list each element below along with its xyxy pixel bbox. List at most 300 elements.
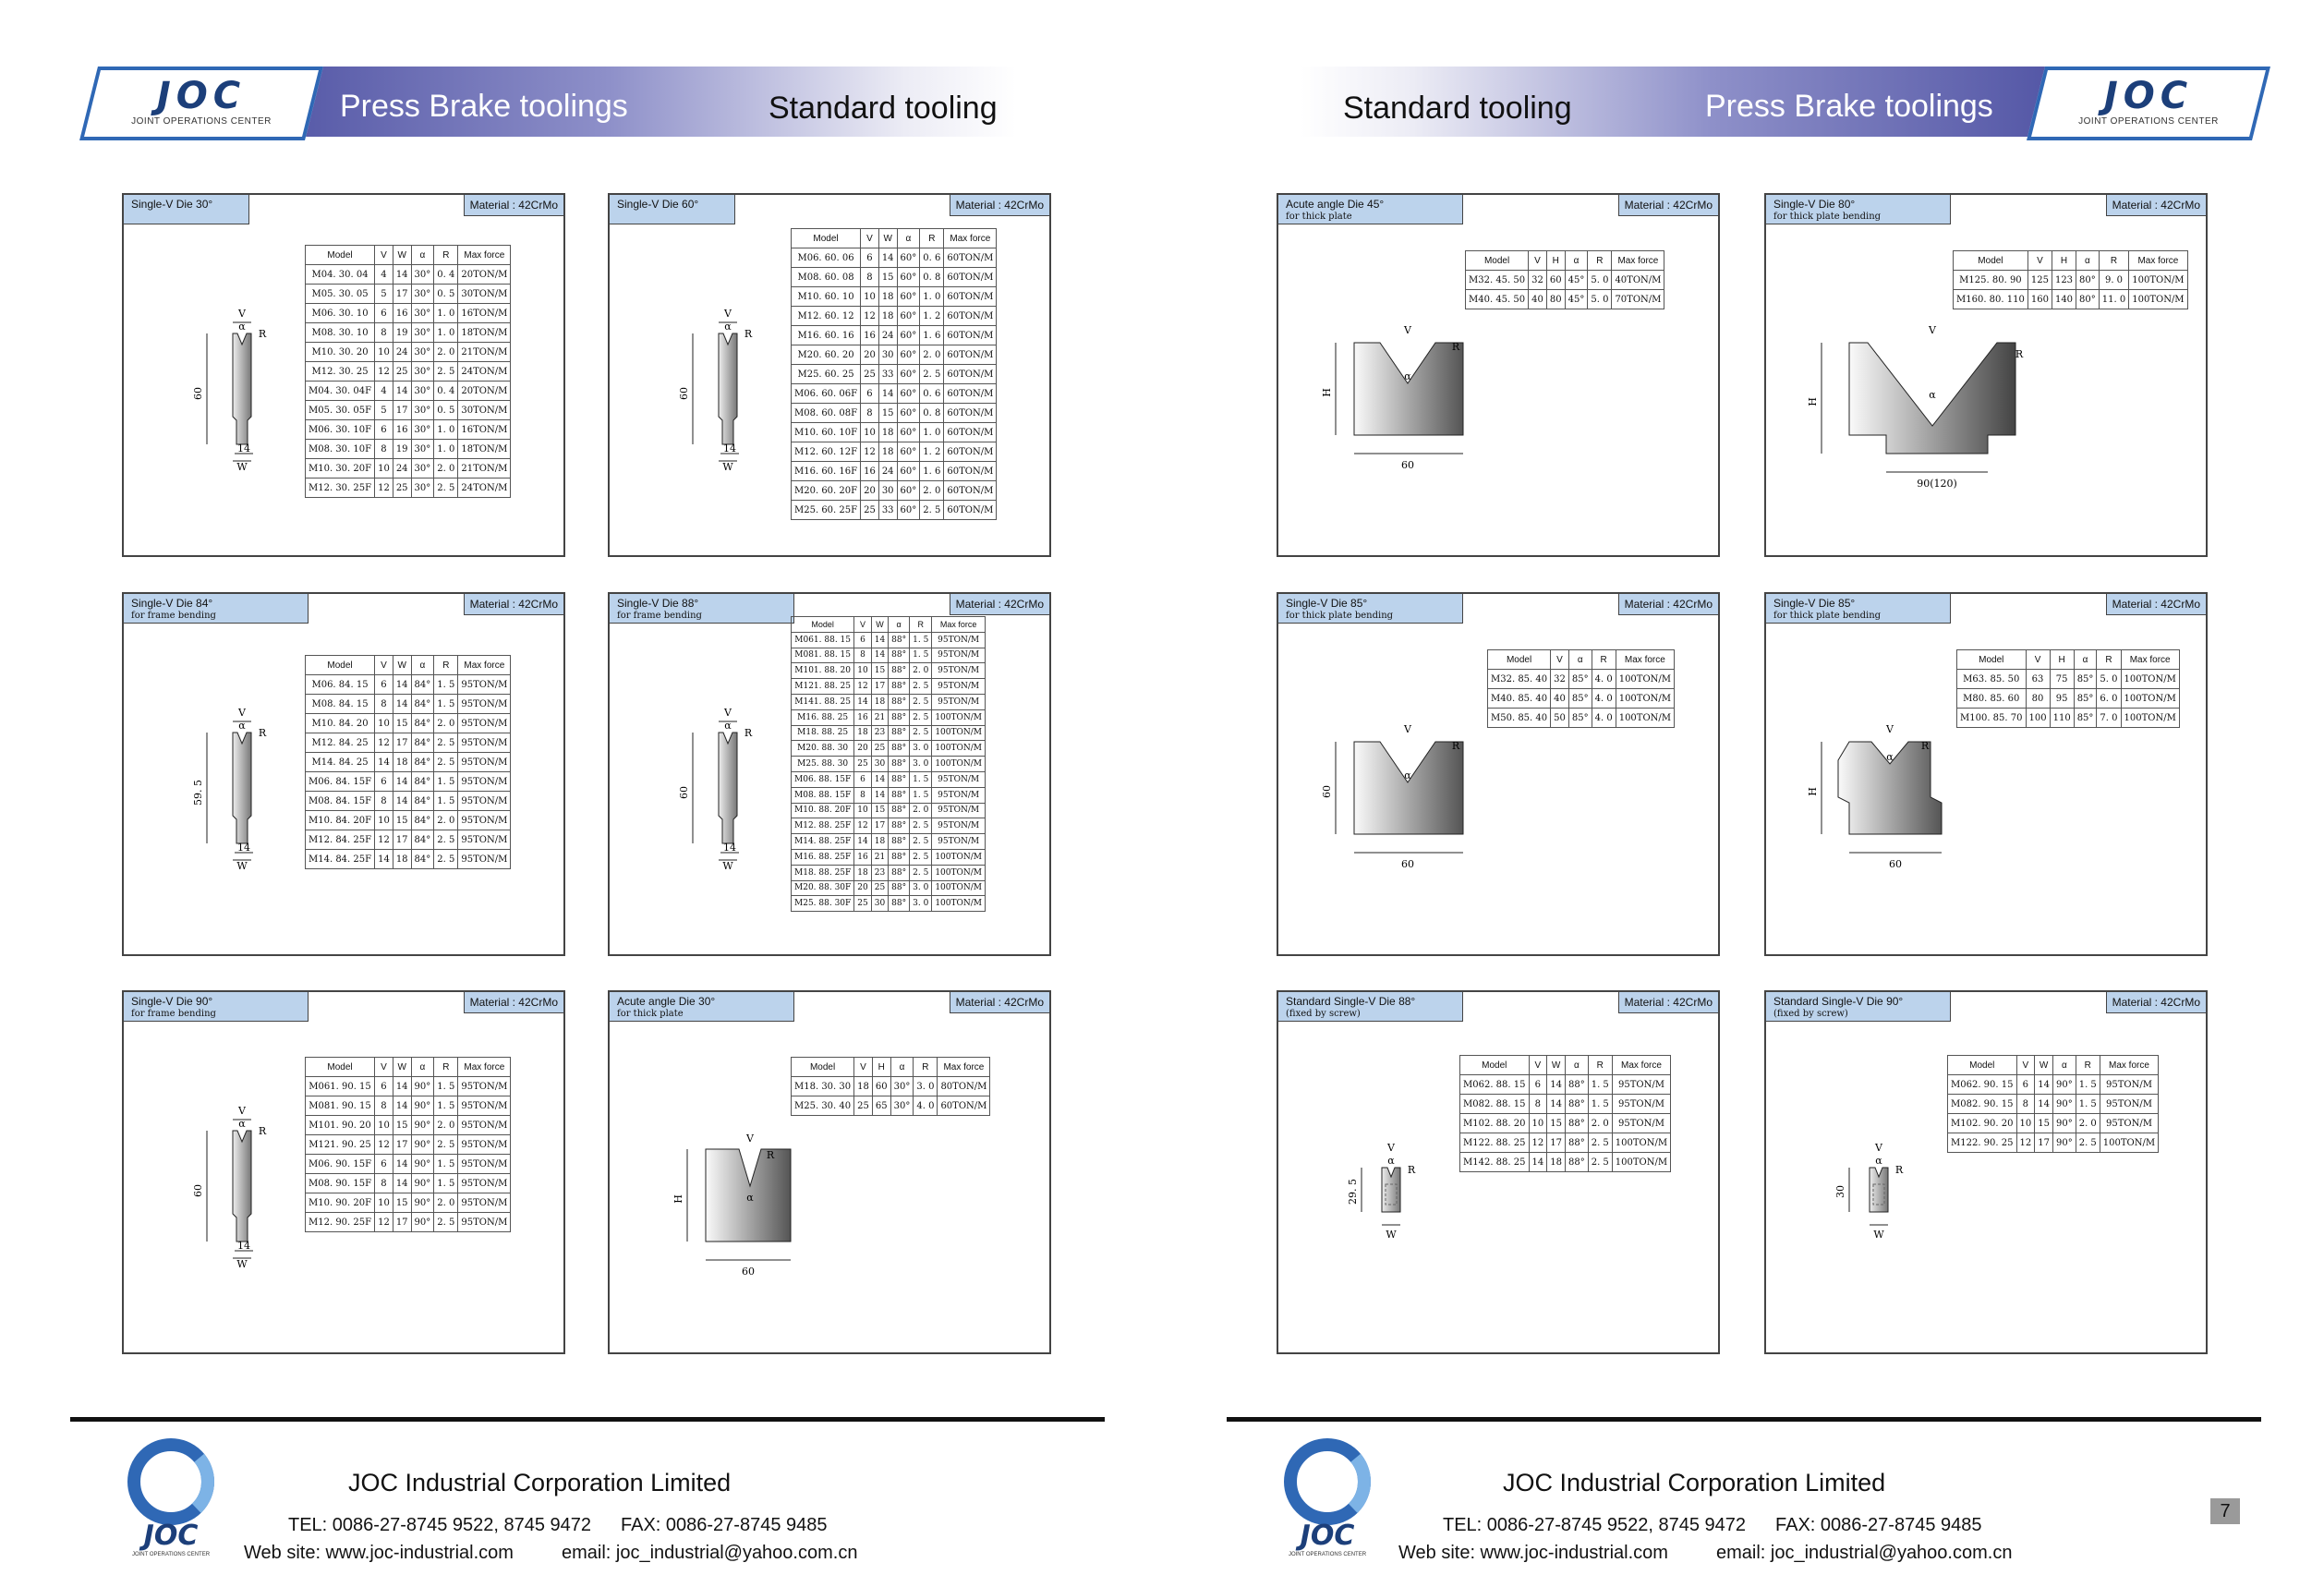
table-row (792, 462, 997, 481)
table-cell: 18 (393, 850, 411, 869)
table-cell: 0. 8 (920, 268, 944, 287)
dim-label: α (238, 321, 246, 333)
table-cell: 14 (393, 772, 411, 792)
dim-label: 60 (192, 387, 204, 400)
column-header: Model (792, 229, 861, 248)
table-cell: 95TON/M (458, 830, 511, 850)
table-cell: 84° (411, 850, 434, 869)
table-row (306, 733, 511, 753)
table-row (306, 695, 511, 714)
footer-company: JOC Industrial Corporation Limited (348, 1469, 732, 1496)
table-cell: 10 (861, 287, 879, 307)
column-header: Max force (458, 246, 511, 265)
table-cell: 1. 5 (434, 695, 458, 714)
panel-title-box (610, 992, 794, 1022)
table-cell: 85° (1568, 709, 1592, 728)
table-cell: 1. 5 (434, 1174, 458, 1193)
page-number: 7 (2210, 1498, 2240, 1524)
table-cell: 1. 5 (910, 648, 932, 663)
table-cell: 5 (375, 401, 393, 420)
panel-subtitle: for thick plate bending (1773, 212, 1882, 222)
table-cell: M08. 30. 10 (306, 323, 375, 343)
table-cell: 100 (2026, 709, 2050, 728)
die-profile-drawing (1306, 324, 1509, 518)
table-header-row (1488, 650, 1675, 670)
die-profile-drawing (179, 1103, 290, 1306)
table-cell: 60° (897, 462, 920, 481)
table-cell: 84° (411, 811, 434, 830)
table-row (1948, 1095, 2159, 1114)
table-row (792, 404, 997, 423)
table-cell: M08. 90. 15F (306, 1174, 375, 1193)
dim-label: H (1807, 787, 1819, 796)
table-cell: M101. 90. 20 (306, 1116, 375, 1135)
table-cell: M12. 30. 25F (306, 479, 375, 498)
logo-caption: JOINT OPERATIONS CENTER (2078, 116, 2219, 127)
material-label: Material : 42CrMo (1618, 594, 1718, 615)
spec-table (305, 1057, 511, 1232)
table-cell: 95TON/M (932, 771, 986, 787)
dim-label: R (2015, 348, 2024, 360)
table-cell: 95TON/M (458, 1096, 511, 1116)
table-cell: 88° (889, 787, 910, 803)
table-row (792, 849, 986, 865)
dim-label: 60 (1401, 459, 1414, 471)
panel-title-box (124, 992, 309, 1022)
table-row (306, 1077, 511, 1096)
table-cell: M16. 60. 16F (792, 462, 861, 481)
table-cell: 100TON/M (1616, 670, 1674, 689)
table-cell: 24 (878, 326, 897, 345)
panel-title-box (1766, 195, 1951, 224)
table-cell: 95TON/M (458, 1193, 511, 1213)
table-cell: 95TON/M (458, 811, 511, 830)
table-cell: 25 (393, 362, 411, 382)
table-cell: M12. 60. 12 (792, 307, 861, 326)
table-cell: M20. 60. 20F (792, 481, 861, 501)
table-cell: 2. 5 (920, 365, 944, 384)
table-cell: 84° (411, 830, 434, 850)
table-cell: 5. 0 (1588, 271, 1612, 290)
column-header: Model (1466, 251, 1529, 271)
dim-label: V (724, 707, 732, 719)
table-cell: 14 (878, 384, 897, 404)
column-header: R (920, 229, 944, 248)
footer-email[interactable]: email: joc_industrial@yahoo.com.cn (562, 1543, 858, 1563)
table-cell: 70TON/M (1612, 290, 1664, 309)
column-header: Max force (944, 229, 997, 248)
table-row (792, 709, 986, 725)
table-header-row (1466, 251, 1664, 271)
table-cell: 14 (393, 792, 411, 811)
table-cell: M06. 60. 06F (792, 384, 861, 404)
table-row (306, 362, 511, 382)
table-cell: 2. 0 (920, 481, 944, 501)
table-cell: 88° (889, 725, 910, 741)
column-header: α (2074, 650, 2097, 670)
table-header-row (792, 229, 997, 248)
table-cell: 30° (411, 343, 434, 362)
panel-title: Single-V Die 30° (131, 198, 213, 211)
column-header: α (411, 1058, 434, 1077)
table-cell: 60° (897, 404, 920, 423)
header-title: Press Brake toolings (340, 89, 628, 124)
die-spec-panel (608, 592, 1051, 956)
table-cell: 12 (375, 362, 393, 382)
footer-web[interactable]: Web site: www.joc-industrial.com (1398, 1543, 1668, 1563)
table-cell: M06. 90. 15F (306, 1155, 375, 1174)
table-cell: 95TON/M (932, 787, 986, 803)
dim-label: V (1404, 324, 1411, 336)
table-cell: 0. 4 (434, 382, 458, 401)
panel-title-box (124, 195, 249, 224)
table-cell: 95TON/M (1612, 1114, 1670, 1133)
table-cell: M082. 88. 15 (1460, 1095, 1530, 1114)
table-cell: M122. 88. 25 (1460, 1133, 1530, 1153)
table-cell: 1. 0 (434, 420, 458, 440)
table-cell: 95TON/M (458, 1116, 511, 1135)
table-cell: 95TON/M (2100, 1114, 2158, 1133)
panel-title-box (610, 195, 735, 224)
table-header-row (1948, 1056, 2159, 1075)
panel-subtitle: for frame bending (617, 611, 702, 621)
panel-title-box (1766, 594, 1951, 624)
table-cell: 10 (854, 803, 871, 818)
panel-title: Standard Single-V Die 88° (1286, 995, 1416, 1008)
table-cell: 30° (411, 382, 434, 401)
table-cell: 1. 5 (910, 632, 932, 648)
column-header: R (1588, 251, 1612, 271)
table-cell: 0. 4 (434, 265, 458, 285)
table-cell: M40. 85. 40 (1488, 689, 1551, 709)
table-cell: 14 (393, 1155, 411, 1174)
table-cell: 95TON/M (1612, 1095, 1670, 1114)
table-cell: M12. 30. 25 (306, 362, 375, 382)
table-row (1466, 271, 1664, 290)
table-cell: 8 (1529, 1095, 1547, 1114)
table-cell: 95TON/M (2100, 1095, 2158, 1114)
dim-label: R (1894, 1164, 1904, 1176)
table-cell: 14 (878, 248, 897, 268)
table-cell: 1. 6 (920, 326, 944, 345)
footer-email[interactable]: email: joc_industrial@yahoo.com.cn (1716, 1543, 2013, 1563)
table-cell: 2. 0 (2076, 1114, 2100, 1133)
table-cell: M12. 84. 25 (306, 733, 375, 753)
column-header: Max force (458, 1058, 511, 1077)
table-row (792, 1096, 990, 1116)
table-cell: 30TON/M (458, 401, 511, 420)
table-row (792, 787, 986, 803)
table-cell: 0. 8 (920, 404, 944, 423)
table-cell: 100TON/M (1612, 1133, 1670, 1153)
dim-label: R (1407, 1164, 1416, 1176)
spec-table (305, 245, 511, 498)
table-cell: 45° (1565, 271, 1588, 290)
table-cell: 25 (871, 880, 888, 896)
table-cell: 60TON/M (944, 326, 997, 345)
table-cell: 14 (1547, 1095, 1566, 1114)
table-cell: 110 (2050, 709, 2074, 728)
table-cell: 60TON/M (944, 268, 997, 287)
column-header: W (2035, 1056, 2053, 1075)
table-cell: M14. 88. 25F (792, 834, 854, 850)
table-cell: 12 (861, 442, 879, 462)
table-cell: 40 (1551, 689, 1569, 709)
table-cell: 14 (393, 1096, 411, 1116)
table-cell: 12 (1529, 1133, 1547, 1153)
table-cell: 100TON/M (932, 757, 986, 772)
table-cell: 16 (393, 420, 411, 440)
table-cell: M081. 88. 15 (792, 648, 854, 663)
spec-table (1956, 649, 2180, 728)
table-cell: 88° (1565, 1095, 1588, 1114)
table-cell: 5. 0 (1588, 290, 1612, 309)
column-header: V (375, 656, 393, 675)
table-cell: 1. 5 (434, 792, 458, 811)
table-header-row (792, 617, 986, 633)
table-cell: 15 (2035, 1114, 2053, 1133)
table-cell: 10 (2016, 1114, 2035, 1133)
table-cell: 30 (878, 481, 897, 501)
table-cell: 90° (411, 1135, 434, 1155)
table-cell: M10. 60. 10 (792, 287, 861, 307)
table-cell: 19 (393, 440, 411, 459)
table-row (306, 401, 511, 420)
table-row (792, 1077, 990, 1096)
table-cell: 0. 5 (434, 285, 458, 304)
die-spec-panel (122, 592, 565, 956)
table-row (792, 365, 997, 384)
table-cell: 85° (2074, 670, 2097, 689)
table-cell: 0. 6 (920, 248, 944, 268)
table-cell: 8 (375, 1096, 393, 1116)
table-row (306, 1213, 511, 1232)
table-cell: 84° (411, 792, 434, 811)
dim-label: α (1404, 370, 1411, 382)
panel-title: Acute angle Die 45° (1286, 198, 1385, 211)
table-cell: 1. 0 (920, 423, 944, 442)
panel-title: Single-V Die 85° (1286, 597, 1368, 610)
dim-label: R (1920, 740, 1930, 752)
dim-label: 14 (237, 1240, 250, 1252)
table-row (306, 304, 511, 323)
dim-label: 29. 5 (1347, 1179, 1359, 1205)
table-cell: 80 (1546, 290, 1565, 309)
table-cell: 12 (375, 1213, 393, 1232)
table-cell: 15 (393, 811, 411, 830)
table-cell: M12. 88. 25F (792, 818, 854, 834)
table-cell: 80 (2026, 689, 2050, 709)
table-cell: 95TON/M (932, 648, 986, 663)
table-cell: M06. 30. 10 (306, 304, 375, 323)
table-cell: M06. 84. 15F (306, 772, 375, 792)
table-cell: 15 (1547, 1114, 1566, 1133)
table-cell: 6 (375, 675, 393, 695)
table-cell: 18 (854, 725, 871, 741)
table-cell: M40. 45. 50 (1466, 290, 1529, 309)
table-cell: 90° (411, 1213, 434, 1232)
panel-title: Acute angle Die 30° (617, 995, 716, 1008)
table-cell: 90° (411, 1096, 434, 1116)
dim-label: 60 (678, 786, 690, 799)
table-cell: 88° (889, 757, 910, 772)
material-label: Material : 42CrMo (2106, 594, 2206, 615)
table-cell: 80TON/M (938, 1077, 990, 1096)
table-row (1460, 1075, 1671, 1095)
table-cell: M160. 80. 110 (1954, 290, 2028, 309)
table-cell: 1. 5 (434, 772, 458, 792)
table-row (792, 834, 986, 850)
table-cell: 95TON/M (458, 733, 511, 753)
table-cell: 18 (871, 834, 888, 850)
dim-label: W (236, 860, 248, 872)
panel-title-box (1278, 195, 1463, 224)
table-row (1948, 1075, 2159, 1095)
table-cell: M141. 88. 25 (792, 694, 854, 709)
column-header: V (861, 229, 879, 248)
table-cell: 60° (897, 248, 920, 268)
dim-label: R (744, 328, 753, 340)
footer-web[interactable]: Web site: www.joc-industrial.com (244, 1543, 514, 1563)
spec-table (305, 655, 511, 869)
table-cell: 100TON/M (2129, 290, 2187, 309)
die-profile-drawing (179, 306, 290, 509)
table-cell: 2. 0 (434, 1193, 458, 1213)
table-cell: 6 (1529, 1075, 1547, 1095)
table-cell: 14 (2035, 1075, 2053, 1095)
table-cell: M63. 85. 50 (1957, 670, 2027, 689)
table-cell: 24TON/M (458, 479, 511, 498)
table-cell: 88° (889, 896, 910, 912)
table-cell: 65 (872, 1096, 890, 1116)
table-cell: 125 (2027, 271, 2052, 290)
column-header: V (1529, 251, 1547, 271)
table-cell: 40 (1529, 290, 1547, 309)
table-cell: 88° (889, 818, 910, 834)
table-cell: 24 (393, 343, 411, 362)
table-cell: 5. 0 (2097, 670, 2121, 689)
table-cell: 12 (854, 679, 871, 695)
table-cell: M04. 30. 04 (306, 265, 375, 285)
table-cell: 12 (2016, 1133, 2035, 1153)
table-cell: 88° (1565, 1133, 1588, 1153)
column-header: V (1529, 1056, 1547, 1075)
die-spec-panel (122, 193, 565, 557)
table-cell: 95TON/M (932, 632, 986, 648)
column-header: R (914, 1058, 938, 1077)
table-row (306, 753, 511, 772)
panel-title: Single-V Die 88° (617, 597, 699, 610)
table-cell: 90° (411, 1116, 434, 1135)
table-cell: 10 (375, 1116, 393, 1135)
table-cell: 2. 5 (434, 753, 458, 772)
table-cell: 2. 0 (434, 811, 458, 830)
dim-label: R (1451, 740, 1460, 752)
table-cell: 32 (1529, 271, 1547, 290)
table-cell: 16 (393, 304, 411, 323)
table-cell: M121. 90. 25 (306, 1135, 375, 1155)
table-cell: M08. 30. 10F (306, 440, 375, 459)
column-header: W (393, 656, 411, 675)
table-cell: 2. 5 (1588, 1133, 1612, 1153)
table-cell: M32. 85. 40 (1488, 670, 1551, 689)
table-cell: 85° (1568, 689, 1592, 709)
table-cell: 2. 0 (910, 663, 932, 679)
table-cell: 88° (889, 694, 910, 709)
table-cell: 2. 5 (910, 694, 932, 709)
table-cell: 95TON/M (458, 850, 511, 869)
table-row (1488, 670, 1675, 689)
table-cell: 14 (871, 771, 888, 787)
table-cell: 8 (861, 268, 879, 287)
material-label: Material : 42CrMo (950, 195, 1049, 216)
column-header: α (889, 617, 910, 633)
table-row (792, 694, 986, 709)
table-cell: 14 (1529, 1153, 1547, 1172)
table-cell: 17 (871, 818, 888, 834)
die-profile-drawing (179, 705, 290, 908)
table-cell: 60TON/M (944, 287, 997, 307)
table-row (792, 442, 997, 462)
table-cell: 60° (897, 384, 920, 404)
table-header-row (306, 246, 511, 265)
table-cell: 25 (854, 1096, 873, 1116)
spec-table (1953, 250, 2188, 309)
table-cell: 100TON/M (1616, 709, 1674, 728)
table-row (306, 1096, 511, 1116)
table-cell: 1. 5 (1588, 1095, 1612, 1114)
dim-label: 59. 5 (192, 780, 204, 806)
table-cell: 5 (375, 285, 393, 304)
panel-title: Standard Single-V Die 90° (1773, 995, 1904, 1008)
table-cell: 95TON/M (458, 1155, 511, 1174)
table-cell: 2. 5 (434, 362, 458, 382)
table-cell: 2. 5 (910, 865, 932, 880)
table-cell: 95TON/M (458, 1213, 511, 1232)
table-row (1466, 290, 1664, 309)
table-row (1460, 1095, 1671, 1114)
table-row (1460, 1133, 1671, 1153)
table-cell: 20 (854, 741, 871, 757)
table-cell: M082. 90. 15 (1948, 1095, 2017, 1114)
table-row (792, 803, 986, 818)
table-cell: 17 (393, 1213, 411, 1232)
table-cell: 95TON/M (458, 753, 511, 772)
table-cell: 90° (2052, 1114, 2076, 1133)
column-header: R (1592, 650, 1616, 670)
table-cell: 14 (2035, 1095, 2053, 1114)
material-label: Material : 42CrMo (464, 195, 563, 216)
column-header: H (872, 1058, 890, 1077)
table-cell: 14 (854, 694, 871, 709)
die-spec-panel (1277, 990, 1720, 1354)
column-header: Model (1488, 650, 1551, 670)
dim-label: V (746, 1133, 754, 1145)
table-cell: 8 (854, 787, 871, 803)
table-cell: 84° (411, 675, 434, 695)
table-cell: 17 (393, 1135, 411, 1155)
panel-title-box (1766, 992, 1951, 1022)
dim-label: 14 (723, 442, 736, 454)
table-row (792, 865, 986, 880)
header-subtitle: Standard tooling (1343, 91, 1572, 126)
dim-label: α (238, 1118, 246, 1130)
table-cell: 1. 5 (2076, 1095, 2100, 1114)
panel-subtitle: for frame bending (131, 611, 216, 621)
dim-label: R (1451, 341, 1460, 353)
column-header: H (2050, 650, 2074, 670)
table-cell: 14 (854, 834, 871, 850)
